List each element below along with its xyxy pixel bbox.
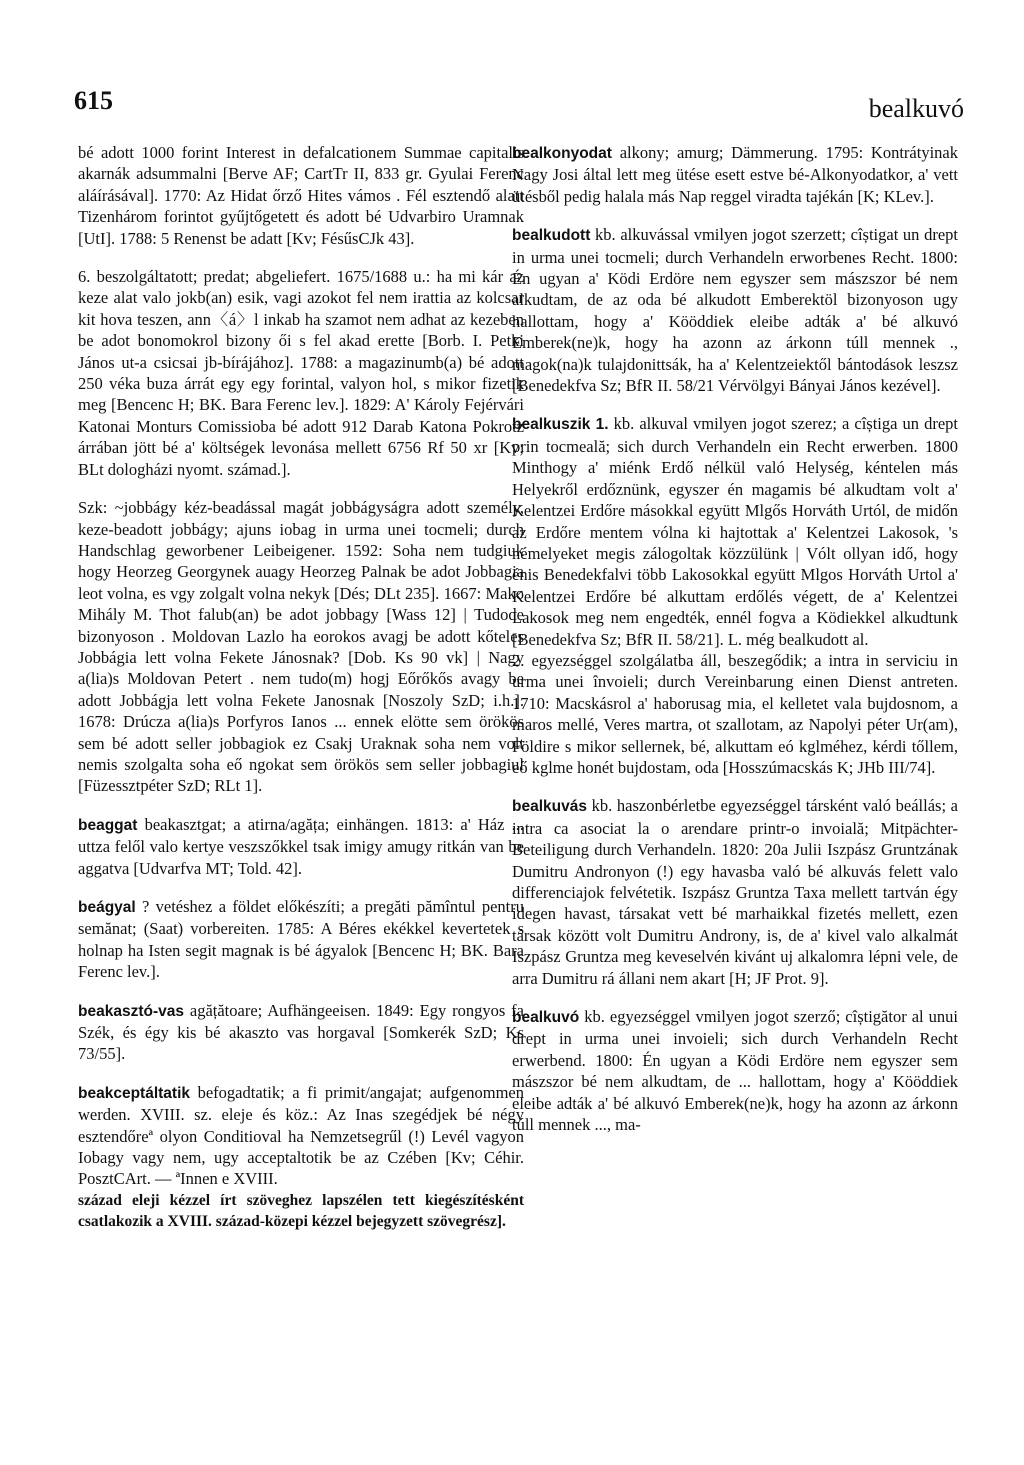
- entry-beakaszto-vas: [78, 1000, 524, 1065]
- entry-text: alkony; amurg; Dämmerung. 1795: Kontrátyinak Nagy Josi által lett meg ütése esett estve bé-Alkonyodatkor, a' vett ütésből pedig halala más Nap reggel viradta tajékán [K; KLev.].: [512, 143, 958, 206]
- entry-continuation: bé adott 1000 forint Interest in defalcationem Summae capitalis akarnák adsummalni [Berve AF; CartTr II, 833 gr. Gyulai Ferenc aláírásával]. 1770: Az Hidat őrző Hites vámos . Fél esztendő alatt Tizenhárom forintot gyűjtőgetett és adott bé Udvarbiro Uramnak [UtI]. 1788: 5 Renenst be adatt [Kv; FésűsCJk 43].: [78, 143, 524, 248]
- sense-6: 6. beszolgáltatott; predat; abgeliefert. 1675/1688 u.: ha mi kár az keze alat valo jokb(an) esik, vagi azokot fel nem irattia az kolcsar kit hova teszen, ann〈á〉l inkab ha szamot nem adhat az kezeben be adot bonomokrol bizony ői s fel akad erette [Borb. I. Petki János ut-a csicsai jb-bírájához]. 1788: a magazinumb(a) bé adott 250 véka buza árrát egy egy forintal, valyon hol, s mikor fizetik meg [Bencenc H; BK. Bara Ferenc lev.]. 1829: A' Károly Fejérvári Katonai Monturs Comissioba bé adott 912 Darab Katona Pokrotz árrában jött bé a' költségek levonása mellett 6756 Rf 50 xr [Kv; BLt dologházi nyomt. számad.].: [78, 267, 524, 479]
- entry-text: ? vetéshez a földet előkészíti; a pregăti pămîntul pentru semănat; (Saat) vorbereiten. 1785: A Béres ekékkel kevertetek s holnap ha Isten segit magnak is bé ágyalok [Bencenc H; BK. Bara Ferenc lev.].: [78, 897, 524, 982]
- compound-section: Szk: ~jobbágy kéz-beadással magát jobbágyságra adott személy, keze-beadott jobbágy; ajuns iobag in urma unei tocmeli; durch Handschlag geworbener Leibeigener. 1592: Soha nem tudgiuk hogy Heorzeg Georgynek auagy Heorzeg Palnak be adot Jobbagia leot volna, es vgy zolgalt volna nekyk [Dés; DLt 235]. 1667: Mako Mihály M. Thot falub(an) be adot jobbagy [Wass 12] | Tudode bizonyoson . Moldovan Lazlo ha eorokos avagj be adott kőteles Jobbágia lett volna Fekete Jánosnak? [Dob. Ks 90 vk] | Nagy a(lia)s Moldovan Petert . nem tudo(m) hogj Eőrőkős avagy be adott Jobbágja lett volna Fekete Janosnak [Noszoly SzD; i.h.]. 1678: Drúcza a(lia)s Porfyros Ianos ... ennek elötte sem örökös sem bé adott seller jobbagiok ez Csakj Uraknak soha nem volt nemis szolgalta soha eő ngokat sem örökös sem seller jobbagiul [Füzessztpéter SzD; RLt 1].: [78, 498, 524, 796]
- headword: beágyal: [78, 899, 136, 916]
- headword: bealkonyodat: [512, 145, 612, 162]
- headword: beaggat: [78, 816, 138, 834]
- headword: bealkuvás: [512, 798, 587, 816]
- entry-beakceptaltatik: [78, 1082, 524, 1190]
- running-head: bealkuvó: [868, 94, 964, 123]
- left-column: [78, 142, 524, 1250]
- entry-beagyal: [78, 896, 524, 983]
- headword: bealkudott: [512, 227, 591, 245]
- entry-text: kb. haszonbérletbe egyezséggel társként való beállás; a intra ca asociat la o arendare printr-o invoială; Mitpächter-Beteiligung durch Verhandeln. 1820: 20a Julii Iszpász Gruntzának Dumitru Andronyon (!) egy havasba való bé alkuvás felett valo differenciajok felvétetik. Iszpász Gruntza Taxa mellett tartván égy idegen havast, társakat vett bé marhaikkal fizetés mellett, ezen társak között volt Dumitru Androny, is, de a' kivel valo alkalmát Iszpász Gruntza meg keveselvén kivánt uj alkalomra lépni vele, de arra Dumitru rá állani nem akart [H; JF Prot. 9].: [512, 796, 958, 988]
- entry-bealkonyodat: [512, 142, 958, 207]
- headword: beakasztó-vas: [78, 1002, 184, 1020]
- entry-beaggat: [78, 814, 524, 879]
- entry-bealkuszik: [512, 413, 958, 649]
- entry-text: beakasztgat; a atirna/agăța; einhängen. 1813: a' Ház ... uttza felől valo kertye veszszőkkel tsak imigy amugy ritkán van be aggatva [Udvarfva MT; Told. 42].: [78, 814, 524, 878]
- headword: bealkuvó: [512, 1009, 580, 1027]
- entry-bealkuvas: [512, 795, 958, 989]
- entry-text: kb. egyezséggel vmilyen jogot szerző; cîștigător al unui drept in urma unei invoieli; sich durch Verhandeln Recht erwerbend. 1800: Én ugyan a Ködi Erdöre nem egyszer sem mászszor bé nem alkudtam, de ... hallottam, hogy a' Kööddiek eleibe adták a' bé alkuvó Emberek(ne)k, hogy ha azonn az árkonn túll mennek ..., ma-: [512, 1007, 958, 1135]
- entry-bealkuvo: [512, 1006, 958, 1135]
- entry-bealkudott: [512, 224, 958, 396]
- right-column: [512, 142, 958, 1152]
- page-number: 615: [74, 86, 113, 115]
- entry-text: kb. alkuval vmilyen jogot szerez; a cîștiga un drept prin tocmeală; sich durch Verhandeln ein Recht erwerben. 1800 Minthogy a' miénk Erdő nélkül való Helység, kéntelen más Helyekről erdőznünk, egyszer én magamis bé alkudtam volt a' Kelentzei Erdőre másokkal együtt Mlgős Horváth Urtól, de midőn az Erdőre mentem vólna ki hajtottak a' Kelentzei Lakosok, 's némelyeket megis zálogoltak közzülünk | Vólt ollyan idő, hogy énis Benedekfalvi több Lakosokkal együtt Mlgos Horváth Urtol a' Kelentzei Erdőre bé alkuttam erdőlés végett, de a' Kelentzei Lakosok meg nem engedték, ennél fogva a Ködiekkel alkudtunk [Benedekfva Sz; BfR II. 58/21]. L. még bealkudott al.: [512, 414, 959, 649]
- headword: bealkuszik 1.: [512, 416, 609, 434]
- entry-text: agățătoare; Aufhängeeisen. 1849: Egy rongyos fa Szék, és égy kis bé akaszto vas horgaval [Somkerék SzD; Ks 73/55].: [78, 1000, 524, 1064]
- headword: beakceptáltatik: [78, 1084, 190, 1102]
- entry-text: kb. alkuvással vmilyen jogot szerzett; cîștigat un drept in urma unei tocmeli; durch Verhandeln erworbenes Recht. 1800: Én ugyan a' Ködi Erdöre nem egyszer sem mászszor bé nem alkudtam, de az oda bé alkudott Emberektöl bizonyoson ugy hallottam, hogy a' Kööddiek eleibe adták a' bé alkuvó Emberek(ne)k, hogy ha azonn az árkonn túll mennek ., magok(na)k tulajdonittsák, ha a' Kelentzeiektől bántodások leszsz [Benedekfva Sz; BfR II. 58/21 Vérvölgyi Bányai János kezével].: [512, 225, 958, 396]
- entry-text: befogadtatik; a fi primit/angajat; aufgenommen werden. XVIII. sz. eleje és köz.: Az Inas szegédjek bé négy esztendőreª olyon Conditioval ha Nemzetsegrűl (!) Levél vagyon Iobagy vagy nem, ugy acceptaltotik be az Czében [Kv; Céhir. PosztCArt. — ªInnen e XVIII.: [78, 1082, 524, 1189]
- entry-bealkuszik-sense-2: 2. egyezséggel szolgálatba áll, beszegődik; a intra in serviciu in urma unei învoieli; durch Vereinbarung einen Dienst antreten. 1710: Macskásrol a' haborusag mia, el kelletet vala bujdosnom, a maros mellé, Veres martra, ot szallotam, az Napolyi péter Ur(am), Földire s mikor sellernek, bé, alkuttam eó kglméhez, kérdi tőllem, eő kglme honét bujdostam, oda [Hosszúmacskás K; JHb III/74].: [512, 650, 958, 777]
- footnote: század eleji kézzel írt szöveghez lapszélen tett kiegészítésként csatlakozik a XVIII. század-közepi kézzel bejegyzett szövegrész].: [78, 1191, 524, 1231]
